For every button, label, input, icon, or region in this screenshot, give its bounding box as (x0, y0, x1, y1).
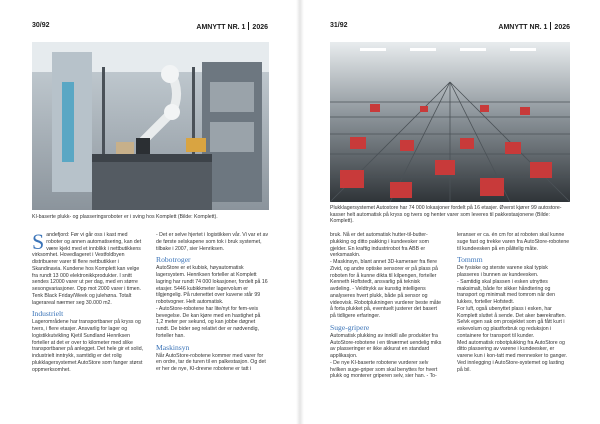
body-paragraph: Med automatisk robotplukking fra AutoStore og ditto plassering av varene i kundeesker, er varene kun i kon-tatt med mennesker to ganger. Ved innlegging i AutoStore-systemet og lasting på bil. (457, 339, 568, 373)
body-paragraph: Automatisk plukking av innkill alle produkter fra AutoStore-robotene i en tilnærmet uendelig miks av plasseringer er ikke akkurat en standard applikasjon. (330, 332, 442, 359)
right-column-2 (457, 232, 570, 373)
robot-arm-illustration (32, 42, 269, 210)
body-paragraph: Lagerområdene har transportbaner på kryss og tvers, i flere etasjer. Ansvarlig for lager og logistikkutvikling Kjetil Sundland Henriksen forteller at det er over to kilometer med slike transportbaner på anlegget. Det hele gir et solid, industrielt inntrykk, samtidig er det rolig plukklagersystemet AutoStore som fanger størst oppmerksomhet. (32, 319, 144, 373)
drop-cap: S (32, 229, 45, 254)
section-heading-robotroger: Robotroger (156, 255, 191, 265)
magazine-header (196, 22, 268, 31)
magazine-header (498, 22, 570, 31)
body-paragraph: Når AutoStore-robotene kommer med varer for en ordre, tar de turen til en palkestasjon. Og det er her de nye, KI-drevne robotene er tatt i (156, 352, 266, 372)
body-paragraph: - Samtidig skal plassen i esken utnyttes maksimalt, både for sikker håndtering og transport og minimalt med tomrom når den lukkes, forteller Hofstedt. (457, 278, 556, 305)
body-paragraph: - Maskinsyn, blant annet 3D-kameraer fra flere Zivid, og andre optiske sensorer er på plass på roboten for å kunne dikta til kilpengen, forteller Kenneth Hoftstedt, ansvarlig på teknisk avdeling. - Veldtrykk av kunstig intelligens analyseres hvert plukk, både på sensor og videovisk. Robotplukningen vurderer beste måte å forta plukket på, eventuelt justerer det basert på tidligere erfaringer. (330, 259, 442, 319)
section-heading-industrielt: Industrielt (32, 309, 64, 319)
page-number: 31/92 (330, 22, 348, 29)
section-heading-maskinsyn: Maskinsyn (156, 342, 190, 352)
section-heading-suge-gripere: Suge-gripere (330, 322, 370, 332)
body-paragraph: bruk. Nå er det automatisk hutter-til-butter-plukking og ditto pakking i kundeesker som gjelder. En kraftig industrirobot fra ABB er verksmaskin. (330, 232, 429, 259)
magazine-year: 2026 (252, 24, 268, 31)
body-paragraph: - De nye KI-baserte robotene vurderer selv hvilken suge-griper som skal benyttes for hvert plukk og monterer griperen selv, sier han. - To- (330, 359, 438, 380)
body-paragraph: - Det er selve hjertet i logistikken vår. Vi var et av de første selskapene som tok i bruk systemet, tilbake i 2007, sier Henriksen. (156, 232, 269, 252)
intro-paragraph: andefjord: Før vi går oss i kast med roboter og annen automatisering, kan det være kjekt med et innblikk i nettbutikkens virksomhet. Hovedlageret i Vestfoldbyen distribuerer varer til flere nettbutikker i Skandinavia. Kundene hos Komplett kan velge fra rundt 13 000 elektronikkprodukter. I snitt sendes 12000 varer ut per dag, med en større sesongvariasjoner. Opp mot 2000 varer i timen. Tenk Black Friday/Week og julehøna. Totalt lagerareal nærmer seg 30.000 m2. (32, 232, 142, 306)
header-divider (248, 22, 249, 30)
section-heading-tommm: Tommm (457, 255, 483, 265)
header-divider (550, 22, 551, 30)
left-column-2 (156, 232, 269, 373)
body-paragraph: leranser er ca. én cm for at roboten skal kunne suge fast og trekke varen fra AutoStore-robotene til kundeesken på en pålitelig måte. (457, 232, 570, 252)
magazine-name: AMNYTT NR. 1 (498, 24, 548, 31)
body-paragraph: AutoStore er et kubisk, høyautomatisk lagersystem. Henriksen forteller at Komplett lagring har rundt 74 000 lokasjoner, fordelt på 16 etasjer. 5446 kubikkmeter lagervolum er tilgjengelig. På rutenettet over kuvene står 99 robotvogner. Helt automatisk. (156, 265, 268, 305)
left-column-1 (32, 229, 144, 373)
body-paragraph: For luft, også ubenyttet plass i esken, har Komplett sluttet å sende. Det aker bærekraften. Selvk egen sak om prosjektet som gå fått kurt i eskevolum og plastforbruk og reduksjon i containere for transport til kunder. (457, 305, 566, 339)
body-paragraph: De fysiske og sterste varene skal typisk plasseres i bunnen av kundeesken. (457, 265, 548, 278)
autostore-photo (330, 42, 570, 202)
right-page (300, 0, 600, 424)
page-number: 30/92 (32, 22, 50, 29)
right-column-1 (330, 232, 442, 380)
magazine-name: AMNYTT NR. 1 (196, 24, 246, 31)
autostore-grid-illustration (330, 42, 570, 202)
photo-caption: Plukklagersystemet Autostore har 74 000 lokasjoner fordelt på 16 etasjer. Øverst kjører 99 autostore-kasser helt automatisk på kryss og tvers og henter varer som leveres til pakkestasjonene (Bilde: Komplett). (330, 205, 562, 225)
photo-caption: KI-baserte plukk- og plasseringsroboter er i sving hos Komplett (Bilde: Komplett). (32, 214, 218, 220)
body-paragraph: - AutoStore-robotene har lite/nyt for fem-veis bevegelse. De kan kjøre med en hastighet på 1,2 meter per sekund, og kan jobbe døgnet rundt. De bider seg relativt der er nødvendig, forteller han. (156, 305, 261, 339)
magazine-year: 2026 (554, 24, 570, 31)
robot-arm-photo (32, 42, 269, 210)
spread-gutter (296, 0, 304, 424)
